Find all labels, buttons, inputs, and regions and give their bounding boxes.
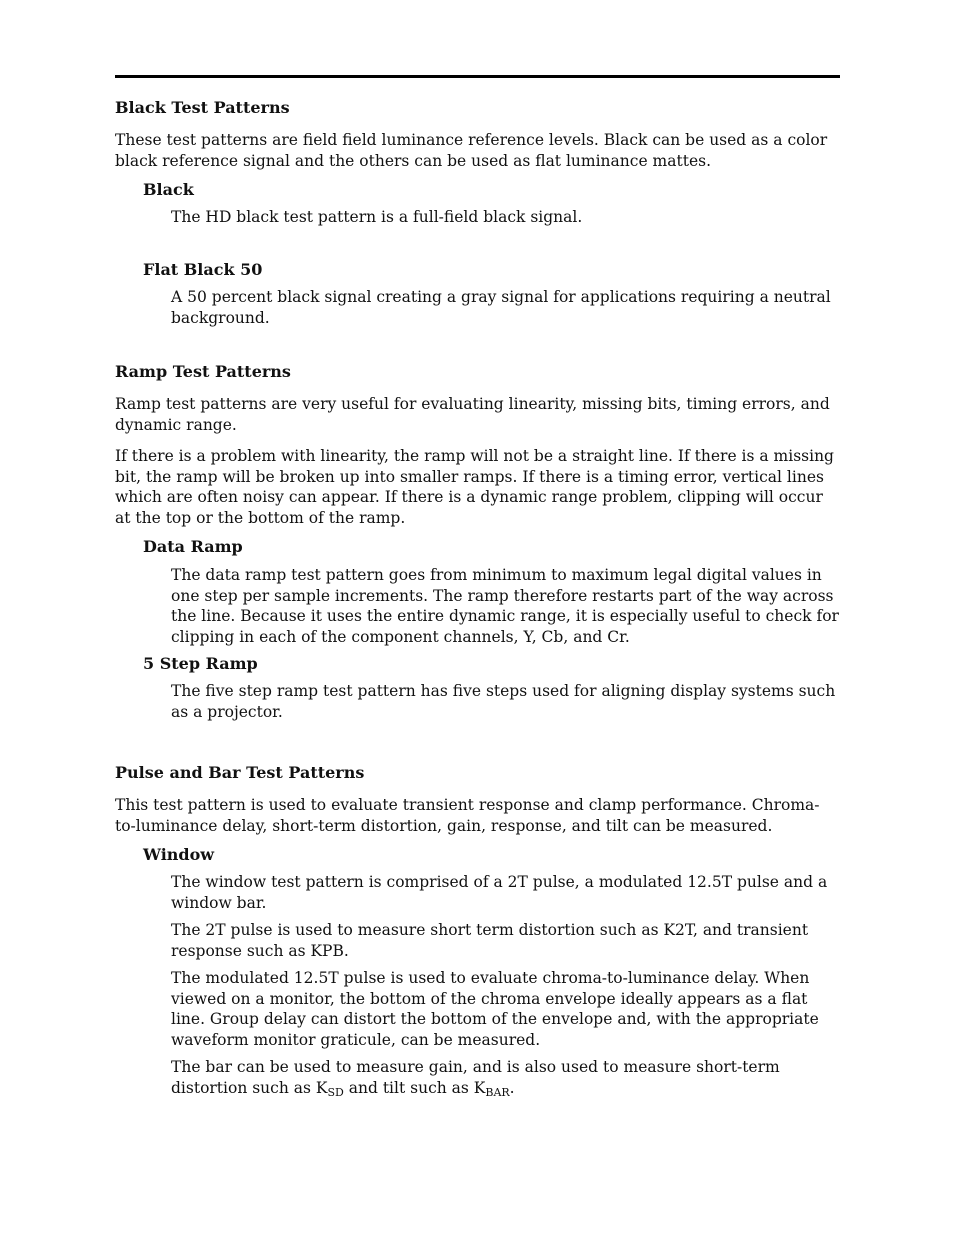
window-body-paragraph-1: The window test pattern is comprised of a 2T pulse, a modulated 12.5T pulse and a window bar. — [171, 873, 828, 912]
ramp-intro-paragraph-1: Ramp test patterns are very useful for evaluating linearity, missing bits, timing errors, and dynamic range. — [115, 395, 830, 434]
ramp-intro-paragraph-2: If there is a problem with linearity, the ramp will not be a straight line. If there is a missing bit, the ramp will be broken up into smaller ramps. If there is a timing error, vertical lines which are often noisy can appear. If there is a dynamic range problem, clipping will occur at the top or the bottom of the ramp. — [115, 447, 834, 527]
ksd-subscript: SD — [327, 1085, 344, 1099]
window-body-paragraph-2: The 2T pulse is used to measure short term distortion such as K2T, and transient response such as KPB. — [171, 921, 809, 960]
subheading-flat-black-50: Flat Black 50 — [143, 260, 263, 279]
subheading-data-ramp: Data Ramp — [143, 537, 243, 556]
section-heading-black-test-patterns: Black Test Patterns — [115, 98, 290, 117]
window-body-4-text-c: . — [509, 1078, 515, 1097]
step-ramp-body-paragraph: The five step ramp test pattern has five steps used for aligning display systems such as a projector. — [171, 682, 836, 721]
black-body-paragraph: The HD black test pattern is a full-field black signal. — [171, 208, 583, 226]
subheading-window: Window — [143, 845, 215, 864]
pulse-intro-paragraph: This test pattern is used to evaluate transient response and clamp performance. Chroma-to-luminance delay, short-term distortion, gain, response, and tilt can be measured. — [115, 796, 820, 835]
subheading-black: Black — [143, 180, 194, 199]
window-body-paragraph-4 — [171, 1057, 840, 1098]
window-body-4-text-b: and tilt such as K — [343, 1078, 486, 1097]
window-body-4-text-a: The bar can be used to measure gain, and is also used to measure short-term distortion such as K — [171, 1058, 780, 1097]
subheading-5-step-ramp: 5 Step Ramp — [143, 654, 258, 673]
section-heading-ramp-test-patterns: Ramp Test Patterns — [115, 362, 291, 381]
section-heading-pulse-and-bar-test-patterns: Pulse and Bar Test Patterns — [115, 763, 365, 782]
data-ramp-body-paragraph: The data ramp test pattern goes from minimum to maximum legal digital values in one step per sample increments. The ramp therefore restarts part of the way across the line. Because it uses the entire dynamic range, it is especially useful to check for clipping in each of the component channels, Y, Cb, and Cr. — [171, 566, 839, 646]
kbar-subscript: BAR — [485, 1085, 510, 1099]
window-body-paragraph-3: The modulated 12.5T pulse is used to evaluate chroma-to-luminance delay. When viewed on a monitor, the bottom of the chroma envelope ideally appears as a flat line. Group delay can distort the bottom of the envelope and, with the appropriate waveform monitor graticule, can be measured. — [171, 969, 819, 1049]
flat-black-body-paragraph: A 50 percent black signal creating a gray signal for applications requiring a neutral background. — [171, 288, 831, 327]
black-intro-paragraph: These test patterns are field field luminance reference levels. Black can be used as a color black reference signal and the others can be used as flat luminance mattes. — [115, 131, 828, 170]
header-rule — [115, 75, 840, 78]
